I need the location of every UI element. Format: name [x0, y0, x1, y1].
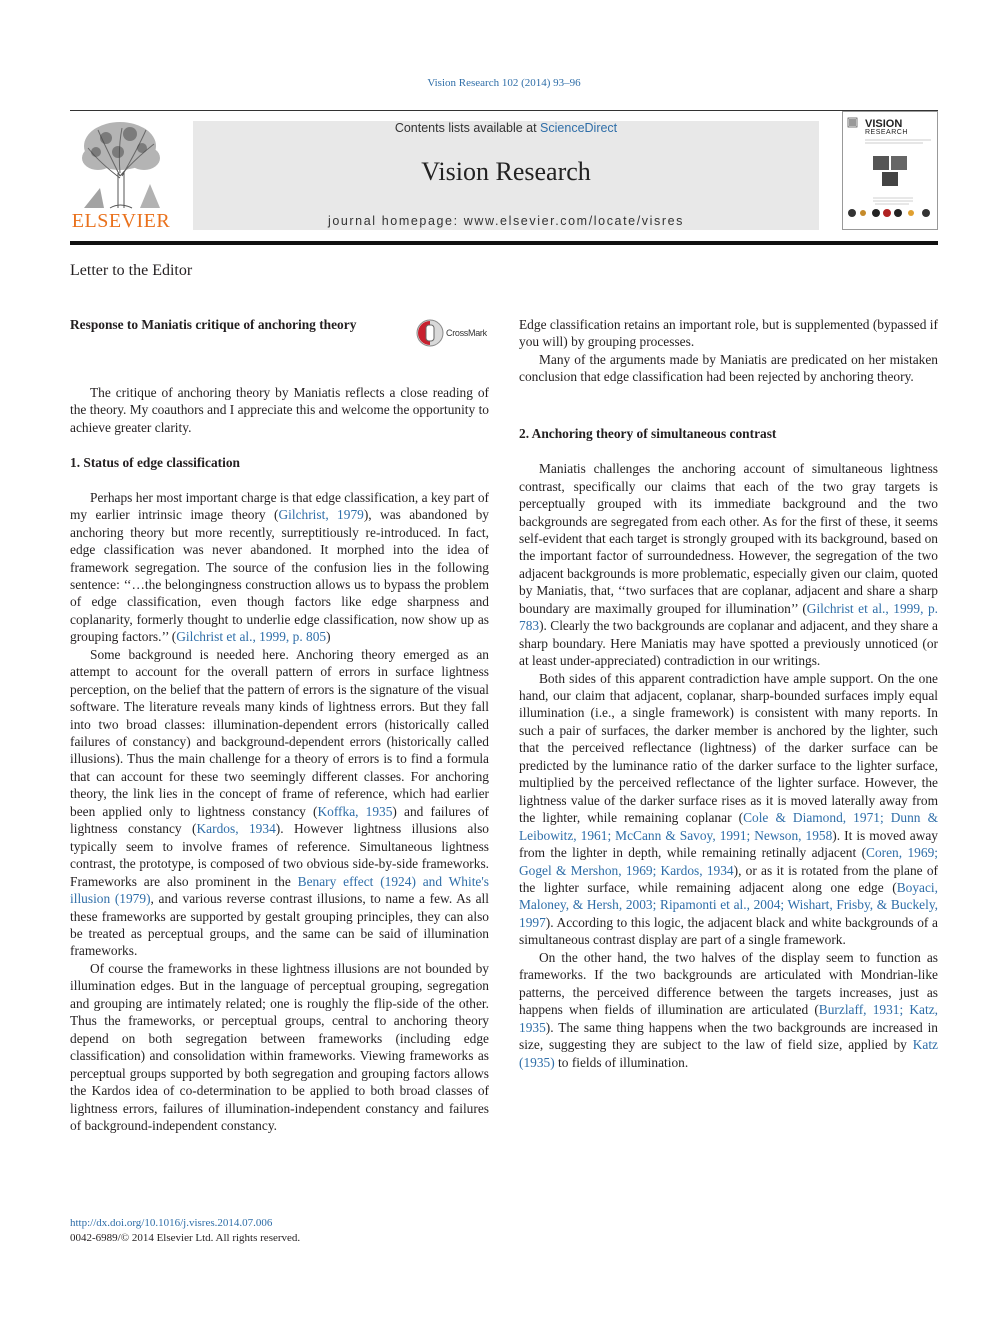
- journal-header: [193, 121, 819, 230]
- header-rule-top: [70, 110, 938, 111]
- contents-line: [193, 121, 819, 135]
- section1-paragraph-5: Many of the arguments made by Maniatis are predicated on her mistaken conclusion that edge classification had been rejected by anchoring theory.: [519, 351, 938, 385]
- intro-paragraph: The critique of anchoring theory by Maniatis reflects a close reading of the theory. My coauthors and I appreciate this and welcome the opportunity to achieve greater clarity.: [70, 385, 489, 435]
- cite-benary-white[interactable]: Benary effect (1924) and White's illusion (1979): [70, 873, 490, 907]
- section1-paragraph-3: Of course the frameworks in these lightness illusions are not bounded by illumination edges. But in the language of perceptual grouping, segregation and grouping are intimately related; one is roughly the flip-side of the other. Thus the frameworks, or perceptual groups, central to anchoring theory depend on both segregation between frameworks (including edge classification) and consolidation within frameworks. Viewing frameworks as perceptual groups supported by both segregation and grouping factors allows the Kardos idea of co-determination to be applied to both broad classes of lightness errors, failures of illumination-independent constancy and failures of background-independent constancy.: [70, 960, 489, 1133]
- page-footer: [70, 1216, 300, 1246]
- crossmark-icon: [416, 318, 444, 348]
- cover-title-vision: VISION: [865, 118, 903, 130]
- section2-paragraph-3: On the other hand, the two halves of the display seem to function as frameworks. If the two backgrounds are articulated with Mondrian-like patterns, the perceived difference between the targets increases, just as happens when fields of illumination are articulated (Burzlaff, 1931; Katz, 1935). The same thing happens when the two backgrounds are increased in size, suggesting they are subject to the law of field size, applied by Katz (1935) to fields of illumination.: [519, 949, 938, 1070]
- sciencedirect-link[interactable]: ScienceDirect: [540, 121, 618, 135]
- journal-cover-thumbnail[interactable]: [842, 111, 938, 230]
- cite-gilchrist-1999-783[interactable]: Gilchrist et al., 1999, p. 783: [519, 600, 938, 634]
- section2-heading: 2. Anchoring theory of simultaneous contrast: [519, 426, 777, 442]
- cite-gilchrist-1999-805[interactable]: Gilchrist et al., 1999, p. 805: [176, 629, 327, 645]
- cite-boyaci-ripamonti-wishart[interactable]: Boyaci, Maloney, & Hersh, 2003; Ripamonti et al., 2004; Wishart, Frisby, & Buckely, 1997: [519, 880, 938, 930]
- journal-citation[interactable]: Vision Research 102 (2014) 93–96: [427, 77, 581, 89]
- crossmark-label: CrossMark: [446, 328, 487, 338]
- journal-title: Vision Research: [421, 157, 591, 186]
- publisher-logo-text: ELSEVIER: [71, 210, 171, 232]
- journal-homepage[interactable]: journal homepage: www.elsevier.com/locate/visres: [327, 214, 685, 228]
- cite-katz-1935[interactable]: Katz (1935): [519, 1037, 938, 1070]
- crossmark-badge[interactable]: [416, 318, 490, 348]
- cite-coren-gogel-kardos[interactable]: Coren, 1969; Gogel & Mershon, 1969; Kardos, 1934: [519, 845, 938, 878]
- right-column: [519, 316, 938, 1071]
- cite-burzlaff-katz[interactable]: Burzlaff, 1931; Katz, 1935: [519, 1002, 938, 1035]
- copyright-line: 0042-6989/© 2014 Elsevier Ltd. All rights reserved.: [70, 1232, 301, 1244]
- section1-paragraph-1: Perhaps her most important charge is that edge classification, a key part of my earlier intrinsic image theory (Gilchrist, 1979), was abandoned by anchoring theory but more recently, surreptitiously re-introduced. In fact, edge classification was never abandoned. It morphed into the idea of framework segregation. The source of the confusion lies in the following sentence: ‘‘…the belongingness construction allows us to bypass the problem of edge classification, even though factors like edge sharpness and coplanarity, formerly thought to underlie edge classification, now show up as grouping factors.’’ (Gilchrist et al., 1999, p. 805): [70, 489, 489, 645]
- doi-link[interactable]: http://dx.doi.org/10.1016/j.visres.2014.07.006: [70, 1217, 273, 1229]
- section1-heading: 1. Status of edge classification: [70, 454, 240, 470]
- cite-cole-dunn-mccann-newson[interactable]: Cole & Diamond, 1971; Dunn & Leibowitz, 1961; McCann & Savoy, 1991; Newson, 1958: [519, 810, 938, 843]
- section1-paragraph-2: Some background is needed here. Anchoring theory emerged as an attempt to account for the overall pattern of errors in surface lightness perception, on the belief that the pattern of errors is the signature of the visual software. The literature reveals many kinds of lightness errors. But they fall into two broad classes: illumination-dependent errors (historically called failures of constancy) and background-dependent errors (historically called illusions). Thus the main challenge for a theory of errors is to find a formula that can account for these two seemingly different classes. For anchoring theory, the link lies in the concept of frame of reference, which had earlier been applied only to lightness constancy (Koffka, 1935) and failures of lightness constancy (Kardos, 1934). However lightness illusions also typically seem to involve frames of reference. Simultaneous lightness contrast, the prototype, is composed of two obvious side-by-side frameworks. Frameworks are also prominent in the Benary effect (1924) and White's illusion (1979), and various reverse contrast illusions, to name a few. As all these frameworks are supported by gestalt grouping principles, they can also be treated as perceptual groups, and the same can be said of illumination frameworks.: [70, 646, 490, 959]
- cite-kardos-1934[interactable]: Kardos, 1934: [196, 821, 276, 837]
- contents-prefix: Contents lists available at: [394, 121, 541, 135]
- section1-paragraph-4: Edge classification retains an important role, but is supplemented (bypassed if you will) by grouping processes.: [519, 317, 938, 350]
- section2-paragraph-2: Both sides of this apparent contradiction have ample support. On the one hand, our claim that adjacent, coplanar, sharp-bounded surfaces imply equal illumination (i.e., a single framework) is consistent with many reports. In such a pair of surfaces, the darker member is anchored by the lighter, such that the perceived reflectance (lightness) of the darker surface can be predicted by the luminance ratio of the darker surface to the lighter surface, multiplied by the perceived reflectance of the lighter surface. However, the lightness value of the darker surface rises as it is moved laterally away from the lighter, while remaining coplanar (Cole & Diamond, 1971; Dunn & Leibowitz, 1961; McCann & Savoy, 1991; Newson, 1958). It is moved away from the lighter in depth, while remaining retinally adjacent (Coren, 1969; Gogel & Mershon, 1969; Kardos, 1934), or as it is rotated from the plane of the lighter surface, while remaining adjacent along one edge (Boyaci, Maloney, & Hersh, 2003; Ripamonti et al., 2004; Wishart, Frisby, & Buckely, 1997). According to this logic, the adjacent black and white backgrounds of a simultaneous contrast display are part of a single framework.: [519, 670, 938, 948]
- cite-koffka-1935[interactable]: Koffka, 1935: [317, 803, 393, 819]
- article-title: Response to Maniatis critique of anchoring theory: [70, 317, 357, 332]
- section2-paragraph-1: Maniatis challenges the anchoring account of simultaneous lightness contrast, specifically our claims that each of the two gray targets is perceptually grouped with its immediate background and the two backgrounds are segregated from each other. As for the first of these, it seems self-evident that each target is strongly grouped with its background, based on the important factor of surroundedness. However, the segregation of the two adjacent backgrounds is more problematic, especially given our claim, quoted by Maniatis, that, ‘‘two surfaces that are coplanar, adjacent and share a sharp boundary are maximally grouped for illumination’’ (Gilchrist et al., 1999, p. 783). Clearly the two backgrounds are coplanar and adjacent, and they share a sharp boundary. Here Maniatis may have spotted a previously unnoticed (or at least under-appreciated) contradiction in our writings.: [519, 461, 938, 669]
- cover-title-research: RESEARCH: [865, 129, 908, 136]
- cite-gilchrist-1979[interactable]: Gilchrist, 1979: [278, 507, 364, 523]
- left-column: [70, 384, 489, 1134]
- section-type: Letter to the Editor: [70, 262, 193, 279]
- header-rule-bottom: [70, 241, 938, 245]
